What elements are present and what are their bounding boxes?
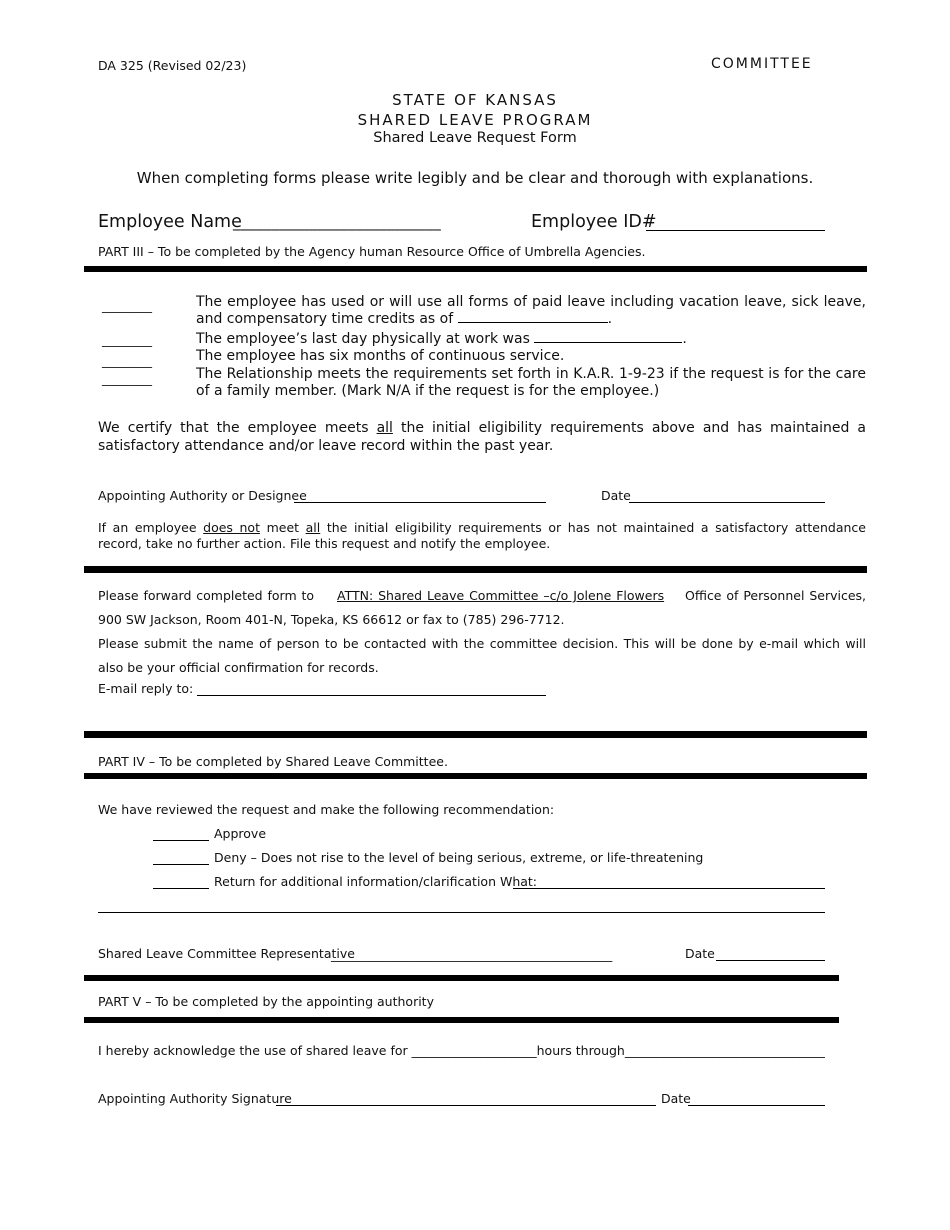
authority-designee-field[interactable]: [294, 502, 546, 503]
part4-rule: [84, 773, 867, 779]
part4-heading: PART IV – To be completed by Shared Leave Committee.: [98, 754, 448, 769]
authority-designee-label: Appointing Authority or Designee: [98, 488, 307, 503]
forward-text: Please forward completed form to ATTN: Shared Leave Committee –c/o Jolene Flowers Office of Personnel Services, 900 SW Jackson, Room 401-N, Topeka, KS 66612 or fax to (785) 296-7712.: [98, 588, 867, 627]
return-label: Return for additional information/clarification What:: [214, 874, 538, 889]
email-reply-label: E-mail reply to:: [98, 681, 194, 696]
committee-rep-field[interactable]: _____________________________________________: [331, 947, 613, 962]
acknowledge-text: I hereby acknowledge the use of shared leave for ____________________hours through________________________________: [98, 1043, 825, 1058]
check-blank-1[interactable]: ________: [102, 298, 152, 313]
deny-blank[interactable]: [153, 864, 209, 865]
through-date-field[interactable]: ________________________________: [624, 1043, 825, 1058]
signature-date-field[interactable]: [688, 1105, 825, 1106]
check-blank-3[interactable]: ________: [102, 353, 152, 368]
return-what-field-2[interactable]: [98, 912, 825, 913]
part3-rule: [84, 266, 867, 272]
section-rule-1: [84, 566, 867, 573]
reviewed-text: We have reviewed the request and make the following recommendation:: [98, 802, 555, 817]
authority-signature-field[interactable]: [276, 1105, 656, 1106]
employee-id-field[interactable]: [646, 230, 825, 231]
approve-label: Approve: [214, 826, 267, 841]
committee-label: COMMITTEE: [711, 56, 813, 72]
attn-committee: ATTN: Shared Leave Committee –c/o Jolene Flowers: [337, 588, 665, 603]
section-rule-3: [84, 975, 839, 981]
certify-text: We certify that the employee meets all the initial eligibility requirements above and has maintained a satisfactory attendance and/or leave record within the past year.: [98, 420, 866, 454]
authority-date-field[interactable]: [629, 502, 825, 503]
return-blank[interactable]: [153, 888, 209, 889]
committee-date-field[interactable]: [716, 960, 825, 961]
check-blank-2[interactable]: ________: [102, 332, 152, 347]
paid-leave-date-field[interactable]: [458, 322, 608, 323]
employee-name-label: Employee Name: [98, 212, 242, 232]
authority-date-label: Date: [601, 488, 631, 503]
state-title: STATE OF KANSAS: [392, 91, 558, 109]
form-title: Shared Leave Request Form: [373, 130, 577, 146]
ineligible-note: If an employee does not meet all the initial eligibility requirements or has not maintained a satisfactory attendance record, take no further action. File this request and notify the employee.: [98, 520, 866, 551]
part3-item-4: The Relationship meets the requirements set forth in K.A.R. 1-9-23 if the request is for the care of a family member. (Mark N/A if the request is for the employee.): [196, 366, 866, 399]
approve-blank[interactable]: [153, 840, 209, 841]
part3-item-1: The employee has used or will use all forms of paid leave including vacation leave, sick leave, and compensatory time credits as of .: [196, 294, 866, 327]
email-reply-field[interactable]: [197, 695, 546, 696]
part5-heading: PART V – To be completed by the appointing authority: [98, 994, 434, 1009]
check-blank-4[interactable]: ________: [102, 371, 152, 386]
hours-field[interactable]: ____________________: [411, 1043, 537, 1058]
part3-item-2: The employee’s last day physically at work was .: [196, 331, 687, 347]
section-rule-2: [84, 731, 867, 738]
committee-rep-label: Shared Leave Committee Representative: [98, 946, 355, 961]
part5-rule: [84, 1017, 839, 1023]
submit-text: Please submit the name of person to be contacted with the committee decision. This will be done by e-mail which will also be your official confirmation for records.: [98, 636, 866, 675]
part3-heading: PART III – To be completed by the Agency human Resource Office of Umbrella Agencies.: [98, 244, 646, 259]
program-title: SHARED LEAVE PROGRAM: [357, 111, 593, 129]
signature-date-label: Date: [661, 1091, 691, 1106]
last-day-field[interactable]: [534, 342, 682, 343]
return-what-field[interactable]: [513, 888, 825, 889]
committee-date-label: Date: [685, 946, 715, 961]
employee-name-field[interactable]: ___________________________: [233, 213, 441, 231]
authority-signature-label: Appointing Authority Signature: [98, 1091, 292, 1106]
instructions: When completing forms please write legibly and be clear and thorough with explanations.: [136, 169, 814, 187]
form-number: DA 325 (Revised 02/23): [98, 58, 247, 73]
employee-id-label: Employee ID#: [531, 212, 657, 232]
deny-label: Deny – Does not rise to the level of being serious, extreme, or life-threatening: [214, 850, 704, 865]
part3-item-3: The employee has six months of continuous service.: [196, 348, 565, 364]
